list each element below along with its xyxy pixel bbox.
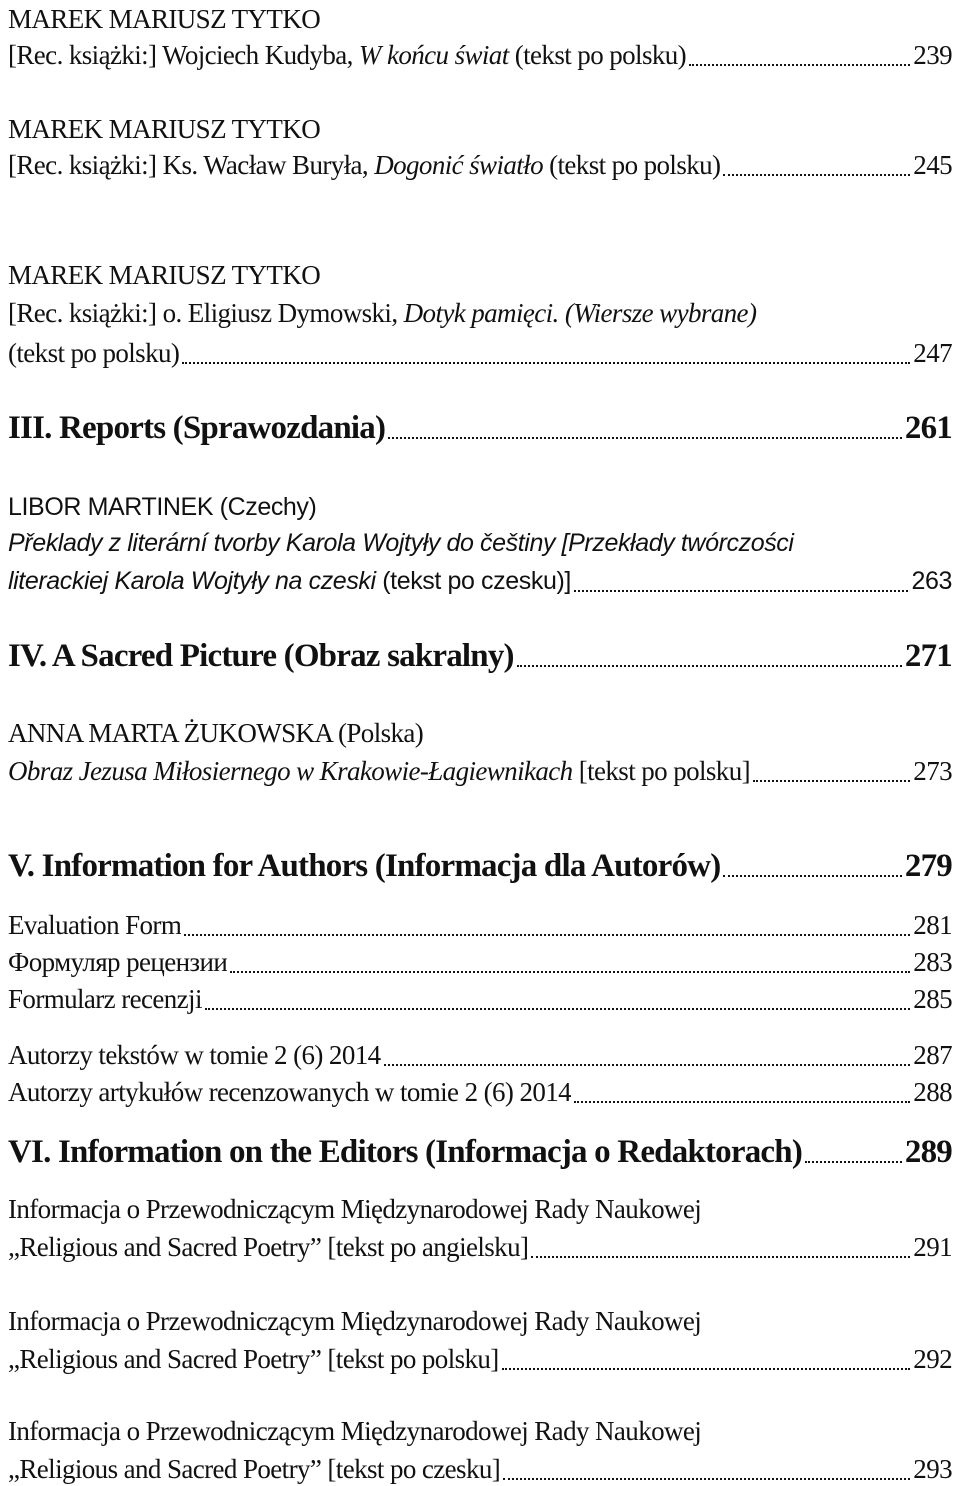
page-number: 283 xyxy=(913,947,952,977)
dot-leader xyxy=(205,1008,910,1010)
entry-text: (tekst po polsku) xyxy=(8,338,180,368)
toc-entry[interactable] xyxy=(8,945,952,979)
dot-leader xyxy=(388,437,902,439)
toc-entry[interactable] xyxy=(8,1038,952,1072)
dot-leader xyxy=(531,1256,910,1258)
section-title: IV. A Sacred Picture (Obraz sakralny) xyxy=(8,638,514,674)
entry-text: „Religious and Sacred Poetry” [tekst po angielsku] xyxy=(8,1232,529,1262)
entry-text: Autorzy artykułów recenzowanych w tomie 2 (6) 2014 xyxy=(8,1077,572,1107)
dot-leader xyxy=(689,64,910,66)
dot-leader xyxy=(184,934,910,936)
toc-entry-line: Informacja o Przewodniczącym Międzynarodowej Rady Naukowej xyxy=(8,1416,702,1446)
toc-entry-line: Informacja o Przewodniczącym Międzynarodowej Rady Naukowej xyxy=(8,1306,702,1336)
entry-text: Формуляр рецензии xyxy=(8,947,228,977)
page-number: 285 xyxy=(913,984,952,1014)
entry-title: Dogonić światło xyxy=(374,150,543,180)
entry-text: Formularz recenzji xyxy=(8,984,202,1014)
dot-leader xyxy=(805,1161,902,1163)
page-number: 287 xyxy=(913,1040,952,1070)
page-number: 263 xyxy=(911,567,952,595)
entry-title: Dotyk pamięci. (Wiersze wybrane) xyxy=(403,298,757,328)
section-title: III. Reports (Sprawozdania) xyxy=(8,410,386,446)
page-number: 281 xyxy=(913,910,952,940)
section-title: VI. Information on the Editors (Informacja o Redaktorach) xyxy=(8,1134,803,1170)
toc-entry[interactable] xyxy=(8,148,952,182)
toc-entry[interactable] xyxy=(8,754,952,788)
toc-entry[interactable] xyxy=(8,1230,952,1264)
section-heading[interactable] xyxy=(8,408,952,448)
page-number: 245 xyxy=(913,150,952,180)
entry-text: (tekst po czesku)] xyxy=(375,567,571,595)
page-number: 261 xyxy=(904,410,952,446)
dot-leader xyxy=(502,1368,911,1370)
page-number: 273 xyxy=(913,756,952,786)
entry-text: [tekst po polsku] xyxy=(572,756,750,786)
page-number: 293 xyxy=(913,1454,952,1484)
page-number: 292 xyxy=(913,1344,952,1374)
entry-text: Autorzy tekstów w tomie 2 (6) 2014 xyxy=(8,1040,381,1070)
toc-entry-line: Překlady z literární tvorby Karola Wojtyły do češtiny [Przekłady twórczości xyxy=(8,529,794,557)
entry-title: Obraz Jezusa Miłosiernego w Krakowie-Łagiewnikach xyxy=(8,756,573,786)
entry-author: MAREK MARIUSZ TYTKO xyxy=(8,260,321,290)
dot-leader xyxy=(230,971,910,973)
entry-title: W końcu świat xyxy=(358,40,509,70)
entry-text: [Rec. książki:] Ks. Wacław Buryła, xyxy=(8,150,375,180)
section-heading[interactable] xyxy=(8,1132,952,1172)
dot-leader xyxy=(182,362,910,364)
toc-entry[interactable] xyxy=(8,38,952,72)
entry-text: [Rec. książki:] Wojciech Kudyba, xyxy=(8,40,359,70)
dot-leader xyxy=(384,1064,911,1066)
entry-text: „Religious and Sacred Poetry” [tekst po polsku] xyxy=(8,1344,499,1374)
page-number: 247 xyxy=(913,338,952,368)
page-number: 239 xyxy=(913,40,952,70)
entry-text: Evaluation Form xyxy=(8,910,182,940)
toc-entry[interactable] xyxy=(8,982,952,1016)
dot-leader xyxy=(723,174,910,176)
entry-author: LIBOR MARTINEK (Czechy) xyxy=(8,493,317,521)
page-number: 288 xyxy=(913,1077,952,1107)
toc-entry-line xyxy=(8,296,952,330)
entry-author: MAREK MARIUSZ TYTKO xyxy=(8,4,321,34)
page-number: 289 xyxy=(904,1134,952,1170)
toc-entry[interactable] xyxy=(8,908,952,942)
section-heading[interactable] xyxy=(8,846,952,886)
dot-leader xyxy=(517,665,902,667)
entry-author: ANNA MARTA ŻUKOWSKA (Polska) xyxy=(8,718,424,748)
page-number: 279 xyxy=(904,848,952,884)
toc-entry-line: Informacja o Przewodniczącym Międzynarodowej Rady Naukowej xyxy=(8,1194,702,1224)
section-title: V. Information for Authors (Informacja dla Autorów) xyxy=(8,848,721,884)
dot-leader xyxy=(503,1478,910,1480)
toc-entry[interactable] xyxy=(8,1342,952,1376)
section-heading[interactable] xyxy=(8,636,952,676)
toc-entry[interactable] xyxy=(8,564,952,598)
page-number: 271 xyxy=(904,638,952,674)
dot-leader xyxy=(753,780,910,782)
entry-author: MAREK MARIUSZ TYTKO xyxy=(8,114,321,144)
dot-leader xyxy=(574,1101,910,1103)
entry-title: literackiej Karola Wojtyły na czeski xyxy=(8,567,376,595)
toc-entry[interactable] xyxy=(8,1075,952,1109)
entry-text: (tekst po polsku) xyxy=(508,40,687,70)
toc-entry[interactable] xyxy=(8,336,952,370)
toc-entry[interactable] xyxy=(8,1452,952,1486)
entry-text: „Religious and Sacred Poetry” [tekst po czesku] xyxy=(8,1454,501,1484)
dot-leader xyxy=(574,590,909,592)
page-number: 291 xyxy=(913,1232,952,1262)
entry-text: (tekst po polsku) xyxy=(542,150,721,180)
dot-leader xyxy=(723,875,902,877)
entry-text: [Rec. książki:] o. Eligiusz Dymowski, xyxy=(8,298,404,328)
